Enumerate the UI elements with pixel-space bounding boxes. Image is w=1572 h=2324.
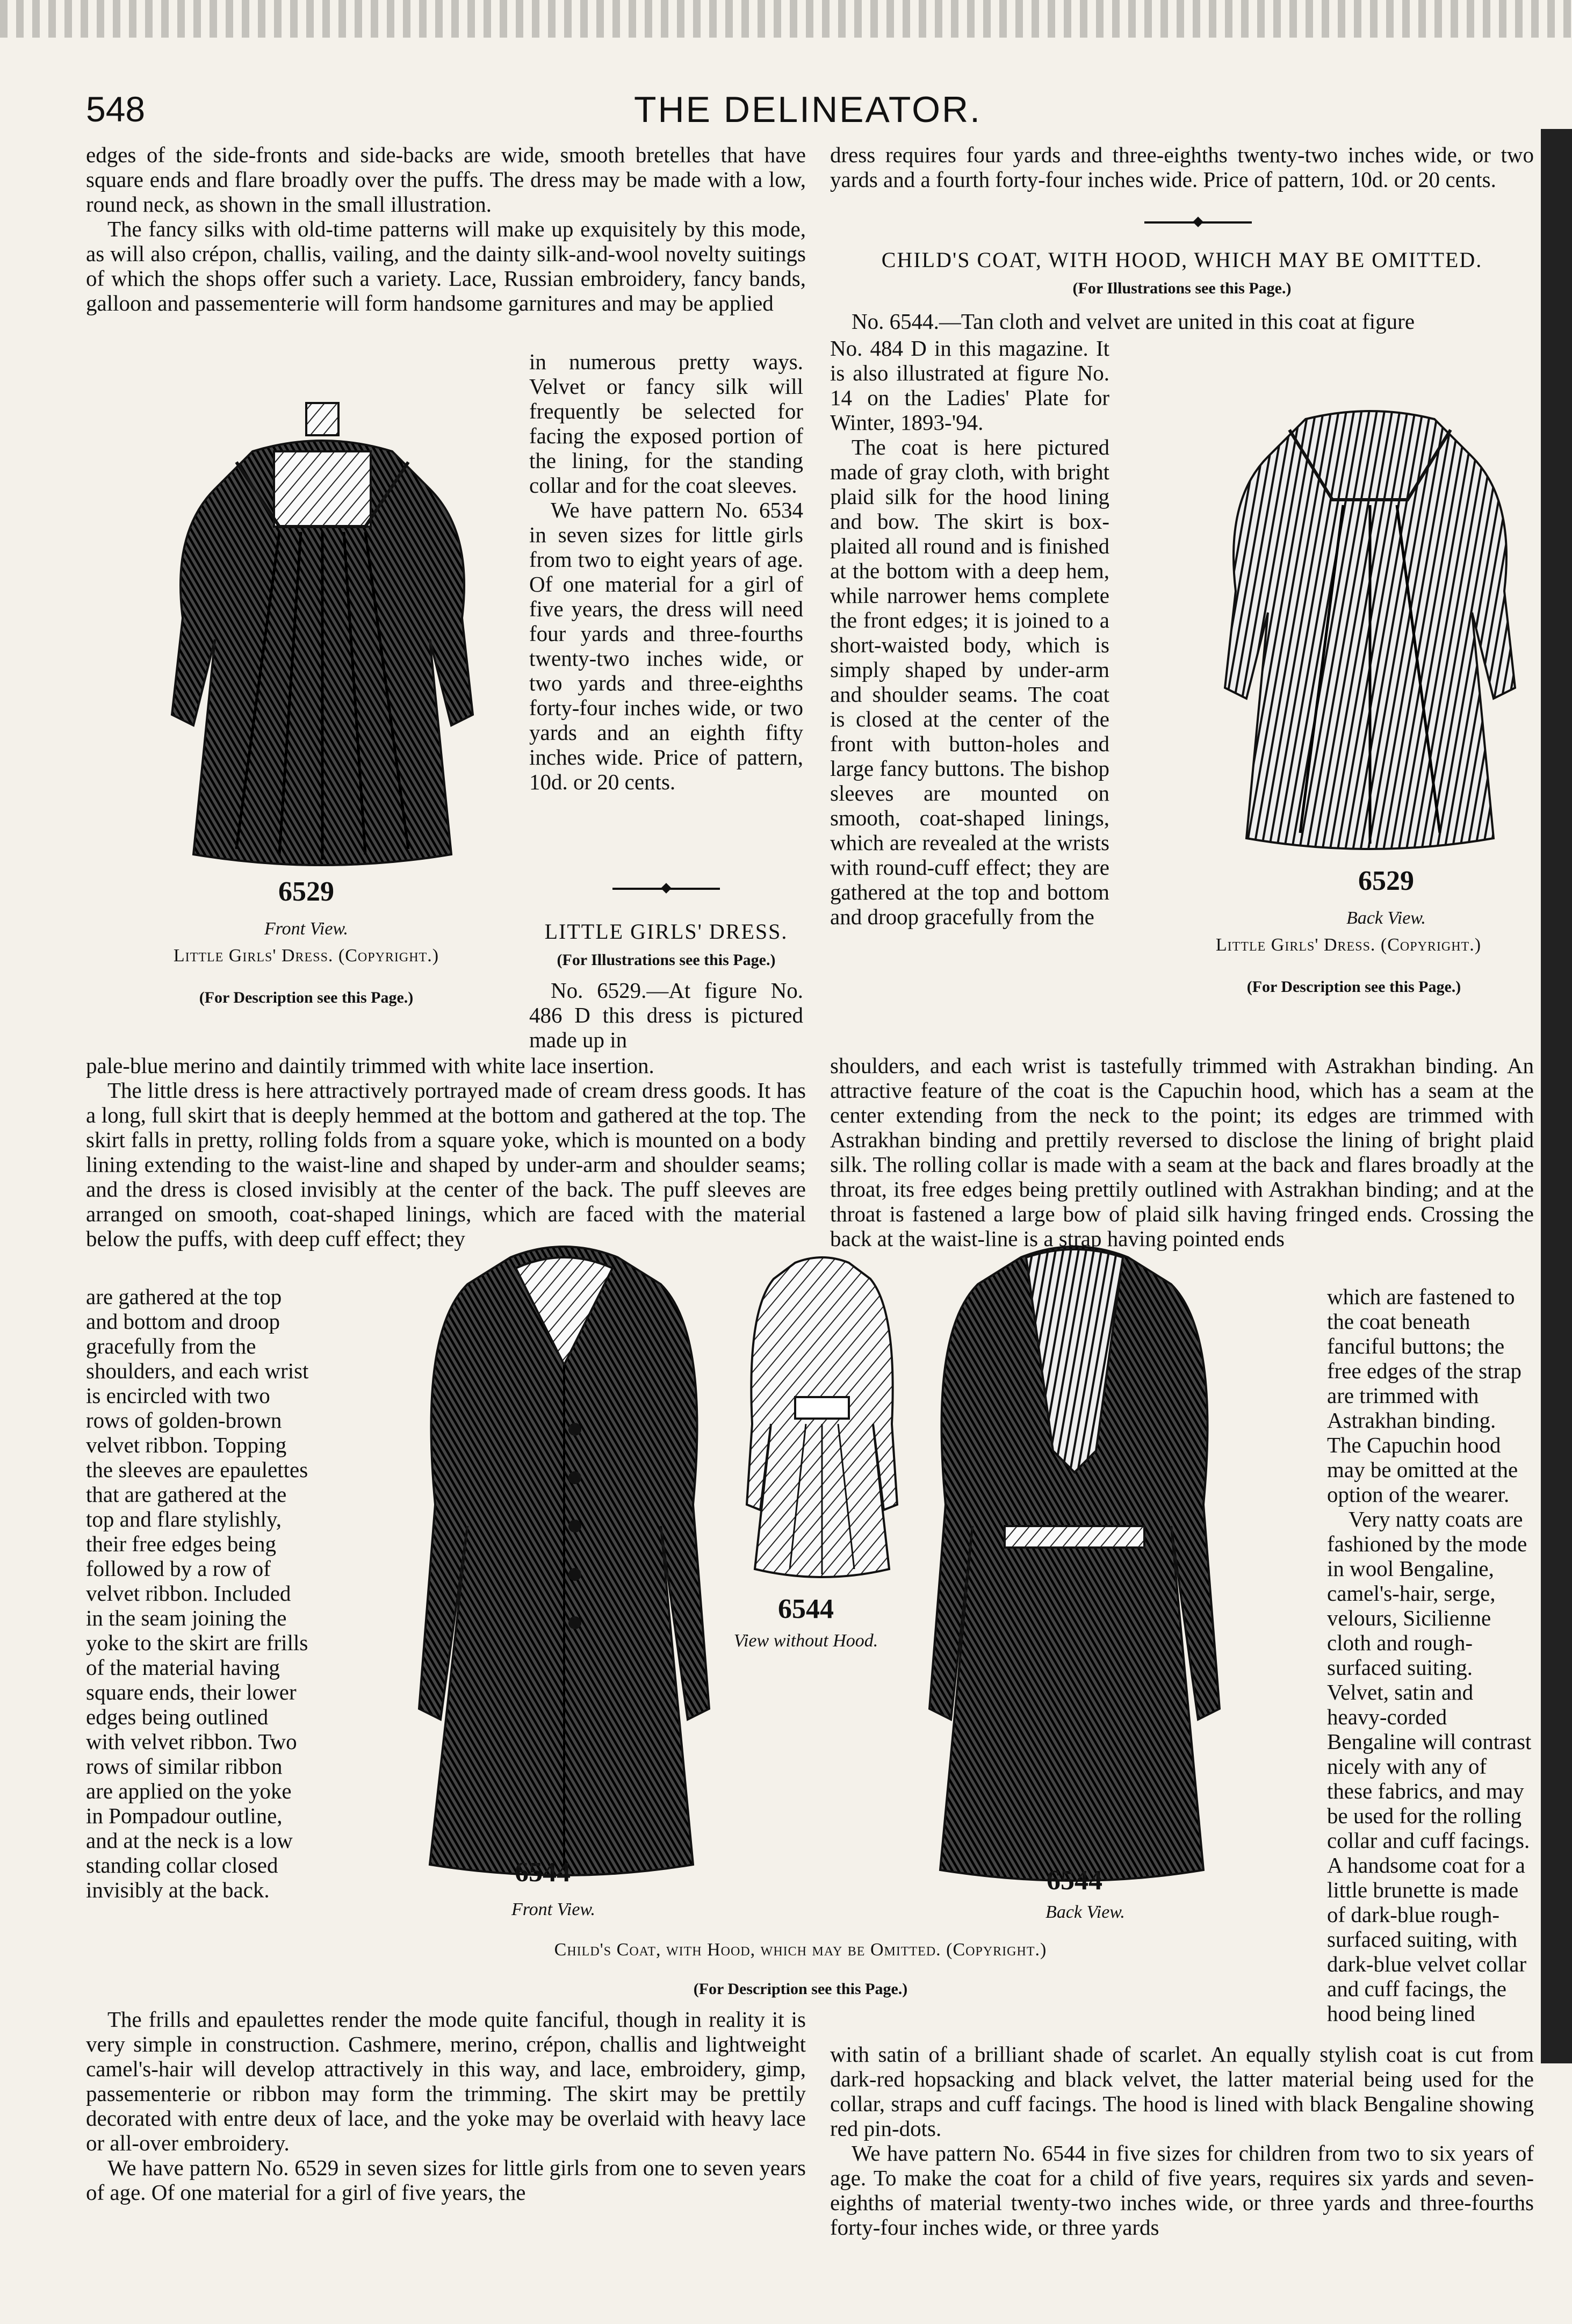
col3-paragraph: dress requires four yards and three-eighths twenty-two inches wide, or two yards and a fourth forty-four inches wide. Price of pattern, 10d. or 20 cents. [830,142,1534,192]
article-heading: LITTLE GIRLS' DRESS. [544,919,788,944]
col1-paragraph: edges of the side-fronts and side-backs are wide, smooth bretelles that have square ends and flare broadly over the puffs. The dress may be made with a low, round neck, as shown in the small illustration. [86,142,806,217]
torn-top-edge [0,0,1572,38]
view-label: View without Hood. [733,1631,878,1651]
figure-caption: Child's Coat, with Hood, which may be Omitted. (Copyright.) [554,1940,1047,1960]
col2-text [529,349,803,794]
figure-caption: Little Girls' Dress. (Copyright.) [1215,935,1482,955]
article2-bottom [830,2042,1534,2240]
pattern-number: 6544 [778,1594,834,1624]
pattern-number: 6529 [278,876,334,907]
article1-paragraph: We have pattern No. 6529 in seven sizes for little girls from one to seven years of age. Of one material for a girl of five years, the [86,2155,806,2205]
page-number: 548 [86,89,146,129]
view-label: Front View. [511,1900,596,1919]
figure-note: (For Description see this Page.) [693,1980,908,1998]
article2-narrow [830,336,1109,929]
view-label: Back View. [1346,908,1426,928]
col2-paragraph: in numerous pretty ways. Velvet or fancy silk will frequently be selected for facing the exposed portion of the lining, for the standing collar and for the coat sleeves. [529,349,803,498]
col1-top-text [86,142,806,315]
view-label: Front View. [264,919,349,939]
col2-paragraph: We have pattern No. 6534 in seven sizes for little girls from two to eight years of age. Of one material for a girl of five years, the dress will need four yards and three-fourths twenty-two inches wide, or two yards and three-eighths forty-four inches wide, or two yards and an eighth fifty inches wide. Price of pattern, 10d. or 20 cents. [529,498,803,794]
article1-lead-text: No. 6529.—At figure No. 486 D this dress is pictured made up in [529,978,803,1052]
dress-front-illustration [129,392,516,876]
running-head: THE DELINEATOR. [634,89,982,130]
article2-wide [830,1053,1534,1251]
pattern-number: 6544 [515,1857,571,1888]
article1-lead [529,978,803,1052]
article2-paragraph: which are fastened to the coat beneath fanciful buttons; the free edges of the strap are trimmed with Astrakhan binding. The Capuchin hood may be omitted at the option of the wearer. [1327,1284,1521,1507]
article1-paragraph: are gathered at the top and bottom and droop gracefully from the shoulders, and each wrist is encircled with two rows of golden-brown velvet ribbon. Topping the sleeves are epaulettes that are gathered at the top and flare stylishly, their free edges being followed by a row of velvet ribbon. Included in the seam joining the yoke to the skirt are frills of the material having square ends, their lower edges being outlined with velvet ribbon. Two rows of similar ribbon are applied on the yoke in Pompadour outline, and at the neck is a low standing collar closed invisibly at the back. [86,1284,309,1902]
article2-paragraph: The coat is here pictured made of gray cloth, with bright plaid silk for the hood lining and bow. The skirt is box-plaited all round and is finished at the bottom with a deep hem, while narrower hems complete the front edges; it is joined to a short-waisted body, which is simply shaped by under-arm and shoulder seams. The coat is closed at the center of the front with button-holes and large fancy buttons. The bishop sleeves are mounted on smooth, coat-shaped linings, which are revealed at the wrists with round-cuff effect; they are gathered at the top and bottom and droop gracefully from the [830,435,1109,929]
article2-lead-text: No. 6544.—Tan cloth and velvet are united in this coat at figure [852,309,1415,334]
figure-note: (For Description see this Page.) [199,989,414,1006]
article-heading: CHILD'S COAT, WITH HOOD, WHICH MAY BE OMITTED. [881,248,1483,272]
col1-paragraph: The fancy silks with old-time patterns will make up exquisitely by this mode, as will also crépon, challis, vailing, and the dainty silk-and-wool novelty suitings of which the shops offer such a variety. Lace, Russian embroidery, fancy bands, galloon and passementerie will form handsome garnitures and may be applied [86,217,806,315]
article-subheading: (For Illustrations see this Page.) [1072,279,1292,297]
article2-paragraph: shoulders, and each wrist is tastefully trimmed with Astrakhan binding. An attractive feature of the coat is the Capuchin hood, which has a seam at the center extending from the neck to the point; its edges are trimmed with Astrakhan binding and prettily reversed to disclose the lining of bright plaid silk. The rolling collar is made with a seam at the back and flares broadly at the throat, its free edges being prettily outlined with Astrakhan binding; and at the throat is fastened a large bow of plaid silk having fringed ends. Crossing the back at the waist-line is a strap having pointed ends [830,1053,1534,1251]
dress-back-illustration [1198,376,1542,860]
article1-narrow [86,1284,312,1902]
figure-caption: Little Girls' Dress. (Copyright.) [173,946,439,966]
binding-shadow [1541,129,1572,2063]
article2-paragraph: Very natty coats are fashioned by the mode in wool Bengaline, camel's-hair, serge, velours, Sicilienne cloth and rough-surfaced suiting. Velvet, satin and heavy-corded Bengaline will contrast nicely with any of these fabrics, and may be used for the rolling collar and cuff facings. A handsome coat for a little brunette is made of dark-blue rough-surfaced suiting, with dark-blue velvet collar and cuff facings, the hood being lined [1327,1507,1532,2026]
article1-body [86,1053,806,1251]
article1-paragraph: The frills and epaulettes render the mode quite fanciful, though in reality it is very simple in construction. Cashmere, merino, crépon, challis and lightweight camel's-hair will develop attractively in this way, and lace, embroidery, gimp, passementerie or ribbon may form the trimming. The skirt may be prettily decorated with entre deux of lace, and the yoke may be overlaid with heavy lace or all-over embroidery. [86,2007,806,2155]
view-label: Back View. [1045,1902,1125,1922]
article2-narrow-right [1327,1284,1534,2026]
coat-back-illustration [913,1225,1236,1886]
coat-front-illustration [408,1225,720,1881]
coat-no-hood-illustration [741,1247,903,1585]
article2-paragraph: No. 484 D in this magazine. It is also illustrated at figure No. 14 on the Ladies' Plate for Winter, 1893-'94. [830,336,1109,435]
article2-paragraph: with satin of a brilliant shade of scarlet. An equally stylish coat is cut from dark-red hopsacking and black velvet, the latter material being used for the collar, straps and cuff facings. The hood is lined with black Bengaline showing red pin-dots. [830,2042,1534,2141]
article2-lead [830,309,1534,334]
pattern-number: 6529 [1358,866,1414,896]
pattern-number: 6544 [1047,1865,1102,1896]
article2-paragraph: We have pattern No. 6544 in five sizes for children from two to six years of age. To make the coat for a child of five years, requires six yards and seven-eighths of material twenty-two inches wide, or three yards and three-fourths forty-four inches wide, or three yards [830,2141,1534,2240]
article1-bottom [86,2007,806,2205]
rule-ornament [1193,217,1203,227]
article1-paragraph: pale-blue merino and daintily trimmed with white lace insertion. [86,1053,654,1078]
article1-paragraph: The little dress is here attractively portrayed made of cream dress goods. It has a long, full skirt that is deeply hemmed at the bottom and gathered at the top. The skirt falls in pretty, rolling folds from a square yoke, which is mounted on a body lining extending to the waist-line and shaped by under-arm and shoulder seams; and the dress is closed invisibly at the center of the back. The puff sleeves are arranged on smooth, coat-shaped linings, which are faced with the material below the puffs, with deep cuff effect; they [86,1078,806,1251]
col3-top-text [830,142,1534,192]
figure-note: (For Description see this Page.) [1246,978,1461,996]
article-subheading: (For Illustrations see this Page.) [557,951,776,969]
rule-ornament [661,883,672,894]
